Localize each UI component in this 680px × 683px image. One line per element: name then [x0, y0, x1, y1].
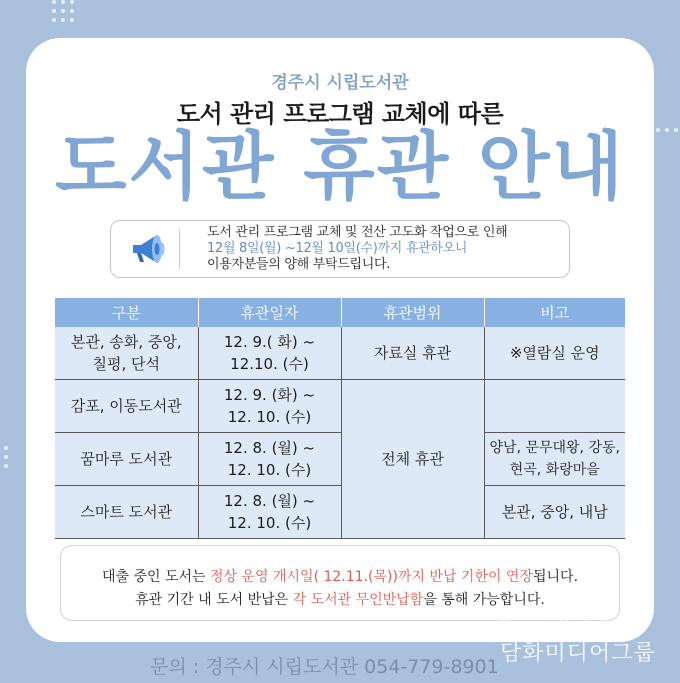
contact-info: 문의 : 경주시 시립도서관 054-779-8901 [150, 656, 499, 678]
header-category: 구분 [55, 298, 198, 327]
megaphone-icon [127, 229, 167, 269]
notice-line-3: 이용자분들의 양해 부탁드립니다. [207, 257, 391, 272]
cell-remarks: 본관, 중앙, 내남 [484, 486, 625, 539]
cell-library-name: 꿈마루 도서관 [55, 433, 198, 486]
watermark-korean: 담화미디어그룹 [500, 641, 656, 666]
table-row [55, 380, 625, 433]
decorative-dots-left [4, 446, 8, 468]
cell-remarks: 양남, 문무대왕, 강동, 현곡, 화랑마을 [484, 433, 625, 486]
organization-name: 경주시 시립도서관 [271, 73, 409, 93]
cell-closure-date: 12. 9. (화) ~ 12. 10. (수) [198, 380, 341, 433]
cell-scope-reading-room: 자료실 휴관 [341, 327, 484, 380]
table-row [55, 433, 625, 486]
cell-remarks: ※열람실 운영 [484, 327, 625, 380]
loan-line-1: 대출 중인 도서는 정상 운영 개시일( 12.11.(목))까지 반납 기한이 연장됩니다. [101, 569, 579, 585]
notice-text [207, 225, 507, 273]
decorative-dots-top [52, 0, 74, 22]
table-row [55, 486, 625, 539]
cell-closure-date: 12. 8. (월) ~ 12. 10. (수) [198, 433, 341, 486]
table-header-row [55, 298, 625, 327]
cell-closure-date: 12. 8. (월) ~ 12. 10. (수) [198, 486, 341, 539]
header-closure-date: 휴관일자 [198, 298, 341, 327]
cell-remarks-empty [484, 380, 625, 433]
header-remarks: 비고 [484, 298, 625, 327]
cell-closure-date: 12. 9.( 화) ~ 12.10. (수) [198, 327, 341, 380]
closure-notice-box [110, 220, 570, 278]
divider [179, 229, 180, 269]
page-title: 도서관 휴관 안내 [55, 124, 625, 210]
loan-line-2: 휴관 기간 내 도서 반납은 각 도서관 무인반납함을 통해 가능합니다. [135, 592, 545, 608]
cell-scope-full-closure: 전체 휴관 [341, 380, 484, 539]
cell-library-name: 본관, 송화, 중앙, 칠평, 단석 [55, 327, 198, 380]
header-closure-scope: 휴관범위 [341, 298, 484, 327]
loan-extension-box [60, 545, 620, 621]
closure-schedule-table [55, 298, 625, 539]
notice-line-2: 12월 8일(월) ~12월 10일(수)까지 휴관하오니 [207, 241, 468, 256]
cell-library-name: 스마트 도서관 [55, 486, 198, 539]
watermark-english: DamwahMediaGroup [500, 618, 640, 633]
cell-library-name: 감포, 이동도서관 [55, 380, 198, 433]
table-row [55, 327, 625, 380]
page-subtitle: 도서 관리 프로그램 교체에 따른 [176, 100, 504, 128]
notice-line-1: 도서 관리 프로그램 교체 및 전산 고도화 작업으로 인해 [207, 225, 508, 240]
